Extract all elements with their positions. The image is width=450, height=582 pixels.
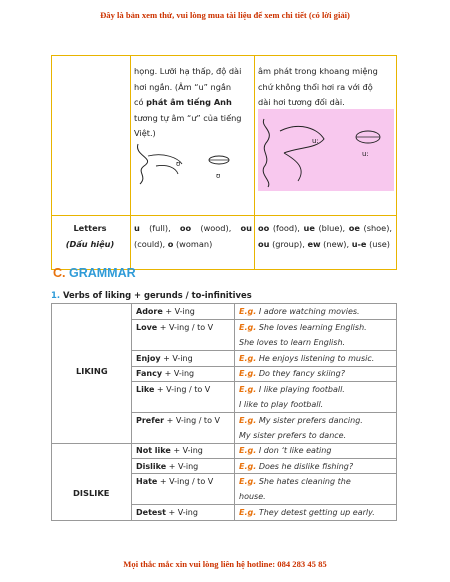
preview-banner: Đây là bản xem thử, vui lòng mua tài liệu để xem chi tiết (có lời giải) xyxy=(100,10,350,20)
short-u-mouth-diagram xyxy=(126,136,236,196)
svg-text:ʊ: ʊ xyxy=(176,160,181,168)
long-u-letters: oo (food), ue (blue), oe (shoe), ou (group), ew (new), u-e (use) xyxy=(258,223,392,249)
verb-pattern-adore: Adore + V-ing xyxy=(136,307,195,316)
verb-pattern-love: Love + V-ing / to V xyxy=(136,323,214,332)
subsection-heading: 1. Verbs of liking + gerunds / to-infinitives xyxy=(51,290,252,300)
grammar-table xyxy=(51,303,397,521)
short-u-letters: u (full), oo (wood), ou (could), o (woman) xyxy=(134,223,252,249)
verb-pattern-hate: Hate + V-ing / to V xyxy=(136,477,214,486)
letters-row xyxy=(52,216,396,269)
verb-pattern-prefer: Prefer + V-ing / to V xyxy=(136,416,220,425)
example-dislike: E.g. Does he dislike fishing? xyxy=(239,462,354,471)
section-heading: C. GRAMMAR xyxy=(53,266,136,280)
example-not-like: E.g. I don ‘t like eating xyxy=(239,446,332,455)
verb-pattern-fancy: Fancy + V-ing xyxy=(136,369,195,378)
svg-text:u:: u: xyxy=(362,150,369,158)
liking-label: LIKING xyxy=(76,366,108,376)
verb-pattern-like: Like + V-ing / to V xyxy=(136,385,211,394)
long-u-description: âm phát trong khoang miệng chứ không thổi hơi ra với độ dài hơi tương đối dài. xyxy=(258,66,378,107)
pronunciation-table xyxy=(51,55,397,270)
verb-pattern-dislike: Dislike + V-ing xyxy=(136,462,199,471)
svg-text:u:: u: xyxy=(312,137,319,145)
dislike-label: DISLIKE xyxy=(73,488,110,498)
hotline-banner: Mọi thắc mắc xin vui lòng liên hệ hotline: 084 283 45 85 xyxy=(123,559,327,569)
example-love: E.g. She loves learning English. She loves to learn English. xyxy=(239,323,367,348)
example-like: E.g. I like playing football. I like to play football. xyxy=(239,385,345,410)
example-detest: E.g. They detest getting up early. xyxy=(239,508,375,517)
short-u-description: họng. Lưỡi hạ thấp, độ dài hơi ngắn. (Âm “u” ngắn có phát âm tiếng Anh tương tự âm “ư” của tiếng Việt.) xyxy=(134,66,242,138)
example-enjoy: E.g. He enjoys listening to music. xyxy=(239,354,375,363)
example-fancy: E.g. Do they fancy skiing? xyxy=(239,369,345,378)
verb-pattern-detest: Detest + V-ing xyxy=(136,508,198,517)
verb-pattern-enjoy: Enjoy + V-ing xyxy=(136,354,193,363)
example-adore: E.g. I adore watching movies. xyxy=(239,307,360,316)
letters-heading: Letters (Dấu hiệu) xyxy=(65,223,115,249)
verb-pattern-not-like: Not like + V-ing xyxy=(136,446,203,455)
example-prefer: E.g. My sister prefers dancing. My sister prefers to dance. xyxy=(239,416,363,441)
svg-text:ʊ: ʊ xyxy=(216,172,221,180)
example-hate: E.g. She hates cleaning the house. xyxy=(239,477,351,502)
long-u-mouth-diagram xyxy=(258,109,394,191)
